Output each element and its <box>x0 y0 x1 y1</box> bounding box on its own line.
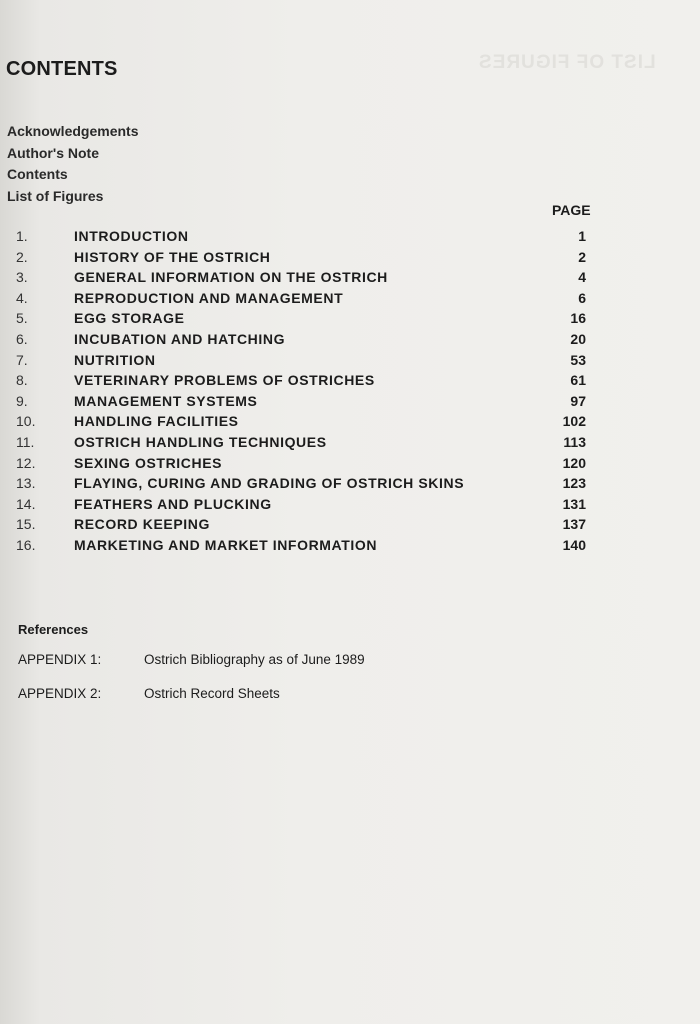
chapter-number: 16. <box>16 536 36 553</box>
chapter-number: 9. <box>16 392 28 409</box>
chapter-title: EGG STORAGE <box>74 310 185 327</box>
front-matter-item: Contents <box>7 166 68 182</box>
appendix-row <box>18 652 365 667</box>
chapter-page: 1 <box>578 228 586 244</box>
toc-row <box>16 514 586 535</box>
chapter-number: 2. <box>16 248 28 265</box>
chapter-number: 8. <box>16 372 28 389</box>
toc-row <box>16 329 586 350</box>
toc-row <box>16 267 586 288</box>
chapter-number: 15. <box>16 516 36 533</box>
chapter-page: 140 <box>562 536 586 553</box>
chapter-number: 5. <box>16 310 28 327</box>
toc-list <box>16 226 586 556</box>
chapter-title: OSTRICH HANDLING TECHNIQUES <box>74 433 327 450</box>
toc-row <box>16 494 586 515</box>
toc-row <box>16 453 586 474</box>
chapter-page: 20 <box>570 330 586 347</box>
chapter-number: 4. <box>16 289 28 306</box>
toc-row <box>16 535 586 556</box>
chapter-number: 7. <box>16 351 28 368</box>
chapter-page: 123 <box>562 475 586 492</box>
chapter-title: REPRODUCTION AND MANAGEMENT <box>74 289 344 306</box>
chapter-number: 13. <box>16 475 36 492</box>
chapter-number: 6. <box>16 330 28 347</box>
chapter-number: 14. <box>16 495 36 512</box>
page-column-heading: PAGE <box>552 202 591 218</box>
chapter-page: 102 <box>562 413 586 430</box>
chapter-page: 113 <box>563 433 586 450</box>
chapter-page: 53 <box>570 351 586 368</box>
chapter-title: MARKETING AND MARKET INFORMATION <box>74 536 378 553</box>
chapter-page: 61 <box>570 372 586 389</box>
chapter-page: 6 <box>578 289 586 306</box>
chapter-page: 137 <box>562 516 586 533</box>
chapter-title: INCUBATION AND HATCHING <box>74 330 286 347</box>
chapter-number: 12. <box>16 454 36 471</box>
chapter-title: NUTRITION <box>74 351 156 368</box>
chapter-number: 10. <box>16 413 36 430</box>
chapter-title: SEXING OSTRICHES <box>74 454 223 471</box>
references-heading: References <box>18 622 89 637</box>
toc-row <box>16 370 586 391</box>
chapter-title: FLAYING, CURING AND GRADING OF OSTRICH SKINS <box>74 475 465 492</box>
chapter-page: 97 <box>570 392 586 409</box>
chapter-title: MANAGEMENT SYSTEMS <box>74 392 258 409</box>
chapter-title: FEATHERS AND PLUCKING <box>74 495 272 512</box>
front-matter-item: Author's Note <box>7 144 99 161</box>
front-matter-item: List of Figures <box>7 187 104 204</box>
chapter-number: 1. <box>16 228 28 244</box>
chapter-title: HANDLING FACILITIES <box>74 413 239 430</box>
toc-row <box>16 411 586 432</box>
chapter-page: 2 <box>578 248 586 265</box>
chapter-number: 3. <box>16 269 28 286</box>
toc-row <box>16 432 586 453</box>
chapter-page: 131 <box>562 495 586 512</box>
front-matter-list <box>7 121 138 207</box>
chapter-title: RECORD KEEPING <box>74 516 210 533</box>
toc-row <box>16 391 586 412</box>
chapter-title: GENERAL INFORMATION ON THE OSTRICH <box>74 269 388 286</box>
toc-row <box>16 473 586 494</box>
toc-row <box>16 350 586 371</box>
chapter-page: 4 <box>578 269 586 286</box>
appendix-label: APPENDIX 2: <box>18 686 102 701</box>
chapter-page: 16 <box>570 310 586 327</box>
chapter-title: INTRODUCTION <box>74 228 189 244</box>
chapter-number: 11. <box>16 433 35 450</box>
chapter-title: HISTORY OF THE OSTRICH <box>74 248 271 265</box>
front-matter-item: Acknowledgements <box>7 123 139 139</box>
appendix-row <box>18 686 280 701</box>
appendix-title: Ostrich Bibliography as of June 1989 <box>144 652 365 667</box>
toc-row <box>16 308 586 329</box>
toc-row <box>16 226 586 247</box>
toc-row <box>16 288 586 309</box>
toc-row <box>16 247 586 268</box>
bleed-through-title: LIST OF FIGURES <box>478 52 656 73</box>
chapter-page: 120 <box>562 454 586 471</box>
appendix-label: APPENDIX 1: <box>18 652 102 667</box>
appendix-title: Ostrich Record Sheets <box>144 686 280 701</box>
page-title: CONTENTS <box>6 58 118 80</box>
chapter-title: VETERINARY PROBLEMS OF OSTRICHES <box>74 372 375 389</box>
